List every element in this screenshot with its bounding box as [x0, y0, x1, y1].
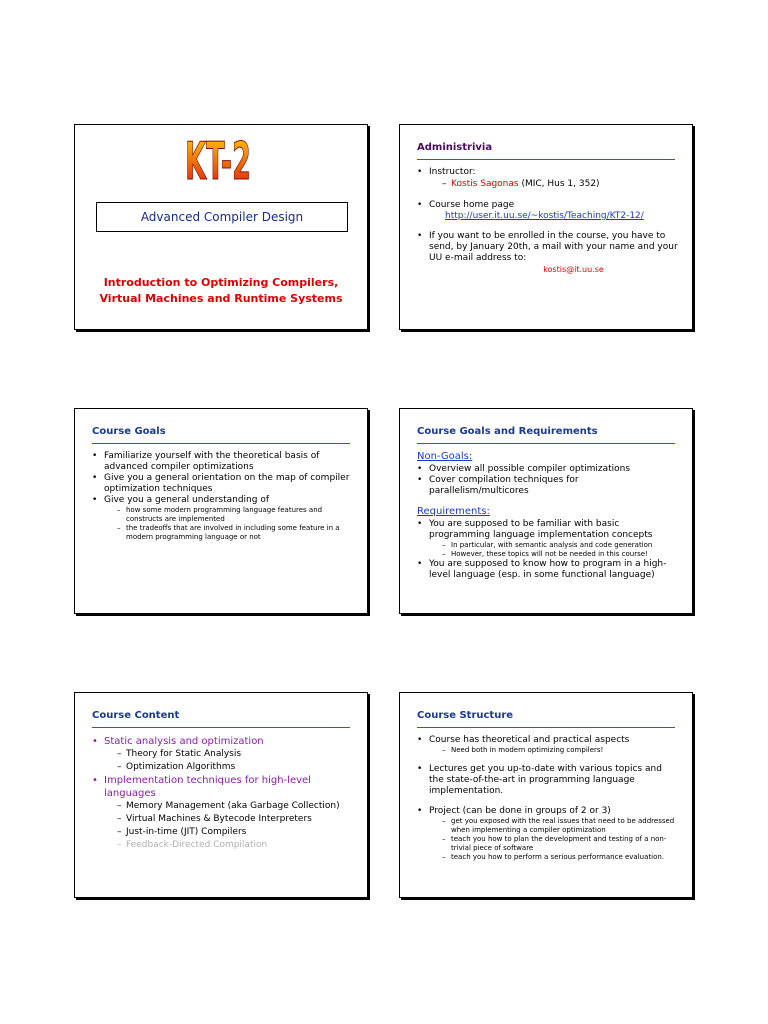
- slide-heading: Course Structure: [417, 710, 514, 721]
- enroll-email[interactable]: kostis@it.uu.se: [543, 265, 604, 274]
- instructor-item: [429, 178, 678, 191]
- bullet-homepage: [417, 200, 678, 222]
- slide-goals-requirements: [399, 408, 693, 614]
- goal-bullet-text: Give you a general understanding of: [104, 495, 270, 505]
- structure-sub-bullet: – teach you how to plan the development and testing of a non-trivial piece of software: [429, 835, 678, 853]
- goal-bullet: [92, 495, 353, 542]
- topic-sub-item: – Memory Management (aka Garbage Collection): [104, 800, 353, 813]
- slide-heading: Course Goals and Requirements: [417, 426, 598, 437]
- requirement-text: You are supposed to be familiar with basic programming language implementation concepts: [429, 519, 653, 540]
- heading-rule: [417, 443, 675, 444]
- topic-sub-item: – Just-in-time (JIT) Compilers: [104, 826, 353, 839]
- topic-sub-item-greyed: – Feedback-Directed Compilation: [104, 839, 353, 852]
- heading-rule: [92, 443, 350, 444]
- homepage-label: Course home page: [429, 200, 515, 210]
- nongoals-heading: Non-Goals:: [417, 451, 473, 462]
- requirements-heading: Requirements:: [417, 506, 490, 517]
- content-topic: [92, 774, 353, 852]
- nongoal-bullet: • Overview all possible compiler optimizations: [417, 464, 678, 475]
- slide-course-goals: [74, 408, 368, 614]
- structure-sub-bullet: – get you exposed with the real issues that need to be addressed when implementing a compiler optimization: [429, 817, 678, 835]
- goal-sub-bullet: – how some modern programming language features and constructs are implemented: [104, 506, 353, 524]
- goal-sub-bullet: – the tradeoffs that are involved in including some feature in a modern programming language or not: [104, 524, 353, 542]
- nongoal-bullet: • Cover compilation techniques for parallelism/multicores: [417, 475, 678, 497]
- kt2-logo: [183, 129, 253, 192]
- structure-text: Project (can be done in groups of 2 or 3): [429, 806, 611, 816]
- topic-title: Static analysis and optimization: [104, 736, 264, 747]
- logo-text: KT-2: [185, 132, 251, 192]
- slide-title: [74, 124, 368, 330]
- slide-course-structure: [399, 692, 693, 898]
- course-name-box: [96, 202, 348, 232]
- course-subtitle: [75, 275, 367, 307]
- heading-rule: [417, 159, 675, 160]
- homepage-link[interactable]: http://user.it.uu.se/~kostis/Teaching/KT2-12/: [445, 211, 644, 221]
- structure-sub-bullet: – teach you how to perform a serious performance evaluation.: [429, 853, 678, 862]
- slide-course-content: [74, 692, 368, 898]
- slide-heading: Course Content: [92, 710, 180, 721]
- requirement-bullet: • You are supposed to know how to program in a high-level language (esp. in some functional language): [417, 559, 678, 581]
- requirement-sub-bullet: – However, these topics will not be needed in this course!: [429, 550, 678, 559]
- instructor-label: Instructor:: [429, 167, 476, 177]
- structure-bullet: [417, 806, 678, 862]
- requirement-sub-bullet: – In particular, with semantic analysis and code generation: [429, 541, 678, 550]
- topic-sub-item: – Optimization Algorithms: [104, 761, 353, 774]
- slide-heading: Administrivia: [417, 142, 493, 153]
- structure-sub-bullet: – Need both in modern optimizing compilers!: [429, 746, 678, 755]
- structure-bullet: • Lectures get you up-to-date with various topics and the state-of-the-art in programming language implementation.: [417, 764, 678, 797]
- slide-administrivia: [399, 124, 693, 330]
- instructor-name: Kostis Sagonas: [451, 179, 519, 189]
- requirement-bullet: [417, 519, 678, 559]
- instructor-office: (MIC, Hus 1, 352): [518, 179, 600, 189]
- bullet-enroll: [417, 231, 678, 275]
- subtitle-line-1: Introduction to Optimizing Compilers,: [103, 276, 339, 289]
- slide-heading: Course Goals: [92, 426, 166, 437]
- enroll-text: If you want to be enrolled in the course, you have to send, by January 20th, a mail with your name and your UU e-mail address to:: [429, 231, 678, 263]
- bullet-instructor: [417, 167, 678, 191]
- heading-rule: [92, 727, 350, 728]
- structure-text: Course has theoretical and practical aspects: [429, 735, 630, 745]
- goal-bullet: • Give you a general orientation on the map of compiler optimization techniques: [92, 473, 353, 495]
- structure-bullet: [417, 735, 678, 755]
- content-topic: [92, 735, 353, 774]
- topic-sub-item: – Theory for Static Analysis: [104, 748, 353, 761]
- goal-bullet: • Familiarize yourself with the theoretical basis of advanced compiler optimizations: [92, 451, 353, 473]
- topic-sub-item: – Virtual Machines & Bytecode Interpreters: [104, 813, 353, 826]
- subtitle-line-2: Virtual Machines and Runtime Systems: [99, 292, 343, 305]
- heading-rule: [417, 727, 675, 728]
- course-name: Advanced Compiler Design: [140, 210, 304, 224]
- topic-title: Implementation techniques for high-level languages: [104, 775, 311, 799]
